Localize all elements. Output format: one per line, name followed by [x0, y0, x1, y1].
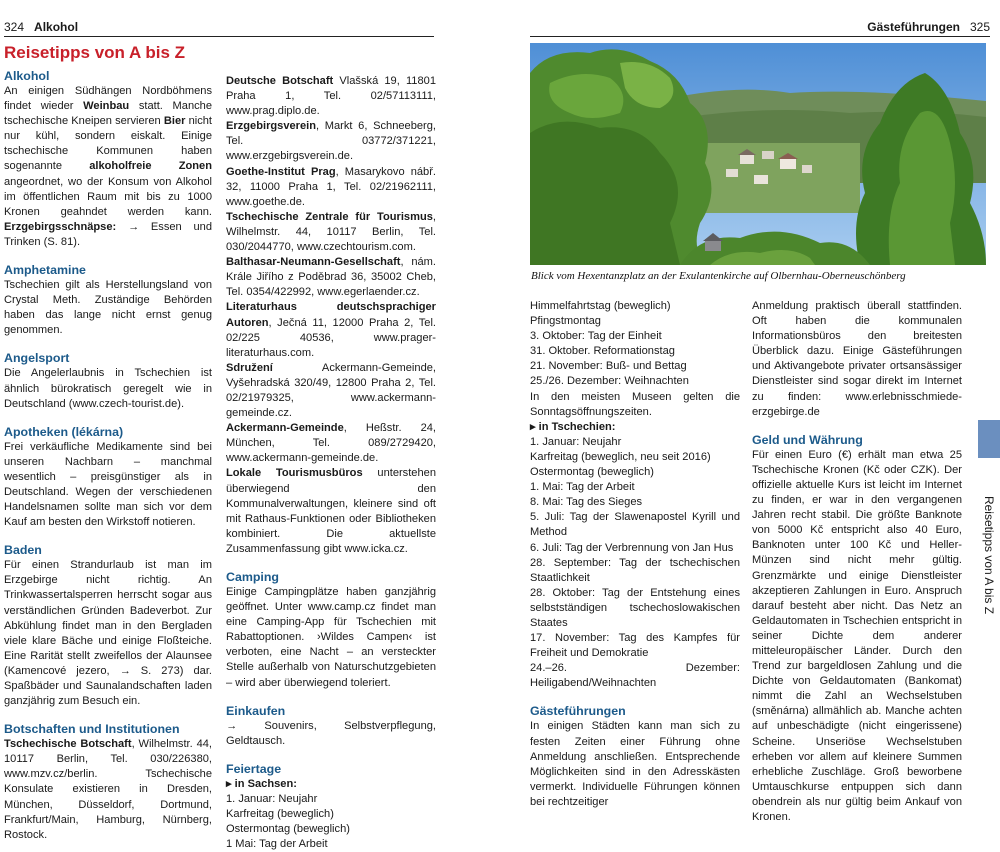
- left-column-2: [226, 74, 436, 852]
- heading-geld: Geld und Währung: [752, 432, 863, 447]
- running-head-title-right: Gästeführungen: [867, 20, 960, 34]
- text-camping: Einige Campingplätze haben ganzjährig geöffnet. Unter www.camp.cz findet man eine Camping-App für Tschechien mit Rabattoptionen. ›Wildes Campen‹ ist verboten, eine Nacht – an versteckter Stelle außerhalb von Naturschutzgebieten – wird aber überwiegend toleriert.: [226, 586, 436, 689]
- holiday-line: 3. Oktober: Tag der Einheit: [530, 330, 662, 343]
- holiday-line: 6. Juli: Tag der Verbrennung von Jan Hus: [530, 541, 734, 554]
- feiertage-line: 1. Januar: Neujahr: [226, 792, 318, 805]
- feiertage-line: Karfreitag (beweglich): [226, 808, 334, 821]
- page-number-left: 324: [4, 20, 25, 34]
- entry-sdruzeni: Sdružení Ackermann-Gemeinde, Vyšehradská 320/49, 12800 Praha 2, Tel. 02/21979325, www.ackermann-gemeinde.cz.: [226, 361, 436, 420]
- holiday-line: Ostermontag (beweglich): [530, 466, 654, 479]
- text-alkohol: An einigen Südhängen Nordböhmens findet wieder Weinbau statt. Manche tschechische Kneipen servieren Bier nicht nur kühl, sondern eiskalt. Einige tschechische Kommunen haben sogenannte alkoholfreie Zonen angeordnet, wo der Konsum von Alkohol im öffentlichen Raum mit bis zu 1000 Kronen geahndet werden kann. Erzgebirgsschnäpse: → Essen und Trinken (S. 81).: [4, 85, 213, 248]
- feiertage-tschechien-label: ▸ in Tschechien:: [530, 420, 616, 433]
- heading-angelsport: Angelsport: [4, 351, 70, 366]
- running-head-left: [4, 18, 434, 37]
- heading-camping: Camping: [226, 570, 280, 584]
- right-column-2: [752, 299, 962, 825]
- heading-alkohol: Alkohol: [4, 69, 50, 83]
- feiertage-line: Ostermontag (beweglich): [226, 823, 350, 836]
- text-gaestefuehrungen: In einigen Städten kann man sich zu festen Zeiten einer Führung ohne Anmeldung anschließen. Entsprechende Möglichkeiten sind in den Adresskästen vermerkt. Individuelle Führungen können bei rechtzeitiger: [530, 720, 740, 808]
- left-page: [0, 0, 440, 851]
- running-head-right: [530, 18, 990, 37]
- holiday-line: 28. Oktober: Tag der Entstehung eines selbstständigen tschechoslowakischen Staates: [530, 586, 740, 629]
- heading-botschaften: Botschaften und Institutionen: [4, 722, 180, 737]
- entry-ackermann-gemeinde: Ackermann-Gemeinde, Heßstr. 24, München, Tel. 089/2729420, www.ackermann-gemeinde.de.: [226, 422, 436, 465]
- holiday-line: 17. November: Tag des Kampfes für Freiheit und Demokratie: [530, 632, 740, 660]
- holiday-line: 1. Januar: Neujahr: [530, 435, 622, 448]
- heading-feiertage: Feiertage: [226, 761, 282, 776]
- entry-tourismusbueros: Lokale Tourismusbüros unterstehen überwiegend den Kommunalverwaltungen, kleinere sind oft mit Rathaus-Funktionen oder Bibliotheken kombiniert. Die aktuellste Zusammenfassung gibt www.icka.cz.: [226, 467, 436, 555]
- holiday-line: 21. November: Buß- und Bettag: [530, 360, 687, 373]
- entry-literaturhaus: Literaturhaus deutschsprachiger Autoren, Ječná 11, 12000 Praha 2, Tel. 02/225 40536, www.prager-literaturhaus.com.: [226, 301, 436, 359]
- text-gaestefuehrungen-cont: Anmeldung praktisch überall stattfinden. Oft haben die kommunalen Informationsbüros den breitesten Überblick dazu. Einige Gästeführungen und Aktivangebote privater ortsansässiger Dienstleister sind sogar direkt im Internet zu finden: www.erlebnisschmiede-erzgebirge.de: [752, 300, 962, 418]
- feiertage-line: 1 Mai: Tag der Arbeit: [226, 838, 328, 851]
- text-angelsport: Die Angelerlaubnis in Tschechien ist ähnlich bürokratisch geregelt wie in Deutschland (www.czech-tourist.de).: [4, 367, 212, 410]
- holiday-line: Himmelfahrtstag (beweglich): [530, 300, 671, 312]
- running-head-title-left: Alkohol: [34, 20, 79, 34]
- text-geld: Für einen Euro (€) erhält man etwa 25 Tschechische Kronen (Kč oder CZK). Der offizielle aktuelle Kurs ist leicht im Internet zu finden, er war in den vergangenen Jahren recht stabil. Die größte Banknote von 5000 Kč entspricht also 40 Euro, Banknoten unter 100 Kč und Heller-Münzen sind nicht mehr gültig. Grenzmärkte und einige Dienstleister akzeptieren Zahlungen in Euro. Anspruch darauf besteht aber nicht. Das Netz an Geldautomaten in Tschechien entspricht in seiner Dichte dem anderer mitteleuropäischer Länder. Durch den Trend zur bargeldlosen Zahlung und die Dichte von Geldautomaten (Bankomat) nimmt die Zahl an Wechselstuben (směnárna) allmählich ab. Manche achten auf unbeschädigte (nicht eingerissene) Scheine. Unseriöse Wechselstuben erheben vor allem auf kleinere Summen erhebliche Zuschläge. Groß beworbene Umtauschkurse entpuppen sich dann obendrein als nur gültig beim Ankauf von Kronen.: [752, 448, 962, 823]
- text-botschaften: Tschechische Botschaft, Wilhelmstr. 44, 10117 Berlin, Tel. 030/226380, www.mzv.cz/berlin. Tschechische Konsulate existieren in Dresden, München, Düsseldorf, Dortmund, Frankfurt/Main, Hamburg, Nürnberg, Rostock.: [4, 738, 212, 841]
- text-apotheken: Frei verkäufliche Medikamente sind bei unseren Nachbarn – manchmal wesentlich – preisgünstiger als in Deutschland. Wegen der verschiedenen Handelsnamen sollte man sich vor dem Kauf am besten den Wirkstoff notieren.: [4, 440, 212, 529]
- heading-gaestefuehrungen: Gästeführungen: [530, 704, 626, 719]
- holiday-line: Pfingstmontag: [530, 315, 601, 328]
- holiday-line: 8. Mai: Tag des Sieges: [530, 496, 643, 509]
- heading-einkaufen: Einkaufen: [226, 703, 286, 718]
- entry-deutsche-botschaft: Deutsche Botschaft Vlašská 19, 11801 Praha 1, Tel. 02/57113111, www.prag.diplo.de.: [226, 75, 436, 118]
- holiday-line: 25./26. Dezember: Weihnachten: [530, 375, 689, 388]
- chapter-tab: [978, 420, 1000, 458]
- entry-goethe-institut: Goethe-Institut Prag, Masarykovo nábř. 32, 11000 Praha 1, Tel. 02/21962111, www.goethe.de.: [226, 165, 436, 208]
- heading-amphetamine: Amphetamine: [4, 263, 86, 278]
- holiday-line: 28. September: Tag der tschechischen Staatlichkeit: [530, 556, 740, 584]
- text-amphetamine: Tschechien gilt als Herstellungsland von Crystal Meth. Zuständige Behörden haben das lange nicht ernst genug genommen.: [4, 279, 212, 337]
- right-page: [525, 0, 1000, 823]
- holiday-line: 5. Juli: Tag der Slawenapostel Kyrill und Method: [530, 511, 740, 539]
- holiday-line: Karfreitag (beweglich, neu seit 2016): [530, 450, 711, 463]
- main-heading: Reisetipps von A bis Z: [4, 43, 186, 62]
- holiday-line: 31. Oktober. Reformationstag: [530, 345, 675, 358]
- right-column-1: [530, 299, 740, 810]
- holiday-line: 24.–26. Dezember: Heiligabend/Weihnachten: [530, 662, 740, 690]
- left-column-1: [4, 42, 212, 843]
- page-number-right: 325: [969, 20, 990, 34]
- side-tab-label: Reisetipps von A bis Z: [982, 495, 996, 615]
- feiertage-sachsen-label: ▸ in Sachsen:: [226, 777, 297, 790]
- entry-tourismus-zentrale: Tschechische Zentrale für Tourismus, Wilhelmstr. 44, 10117 Berlin, Tel. 030/2044770, www.czechtourism.com.: [226, 210, 436, 254]
- entry-balthasar-neumann: Balthasar-Neumann-Gesellschaft, nám. Krále Jiřího z Poděbrad 36, 35002 Cheb, Tel. 0354/422992, www.egerlaender.cz.: [226, 256, 436, 299]
- museum-note: In den meisten Museen gelten die Sonntagsöffnungszeiten.: [530, 390, 740, 418]
- holiday-line: 1. Mai: Tag der Arbeit: [530, 481, 635, 494]
- photo-caption: Blick vom Hexentanzplatz an der Exulantenkirche auf Olbernhau-Oberneuschönberg: [531, 270, 906, 282]
- text-einkaufen: → Souvenirs, Selbstverpflegung, Geldtausch.: [226, 719, 436, 747]
- landscape-photo: [530, 43, 986, 265]
- heading-baden: Baden: [4, 543, 42, 558]
- text-baden: Für einen Strandurlaub ist man im Erzgebirge nicht richtig. An Trinkwassertalsperren herrscht sogar aus verständlichen Gründen Badeverbot. Zur Abkühlung findet man in den Bergladen viele klare Bäche und einige Floßteiche. Eine Rarität stellt zweifellos der Alaunsee (Kamencové jezero, → S. 273) dar. Spaßbäder und Saunalandschaften laden ganzjährig zum Besuch ein.: [4, 559, 212, 708]
- heading-apotheken: Apotheken (lékárna): [4, 424, 124, 439]
- entry-erzgebirgsverein: Erzgebirgsverein, Markt 6, Schneeberg, Tel. 03772/371221, www.erzgebirgsverein.de.: [226, 120, 436, 163]
